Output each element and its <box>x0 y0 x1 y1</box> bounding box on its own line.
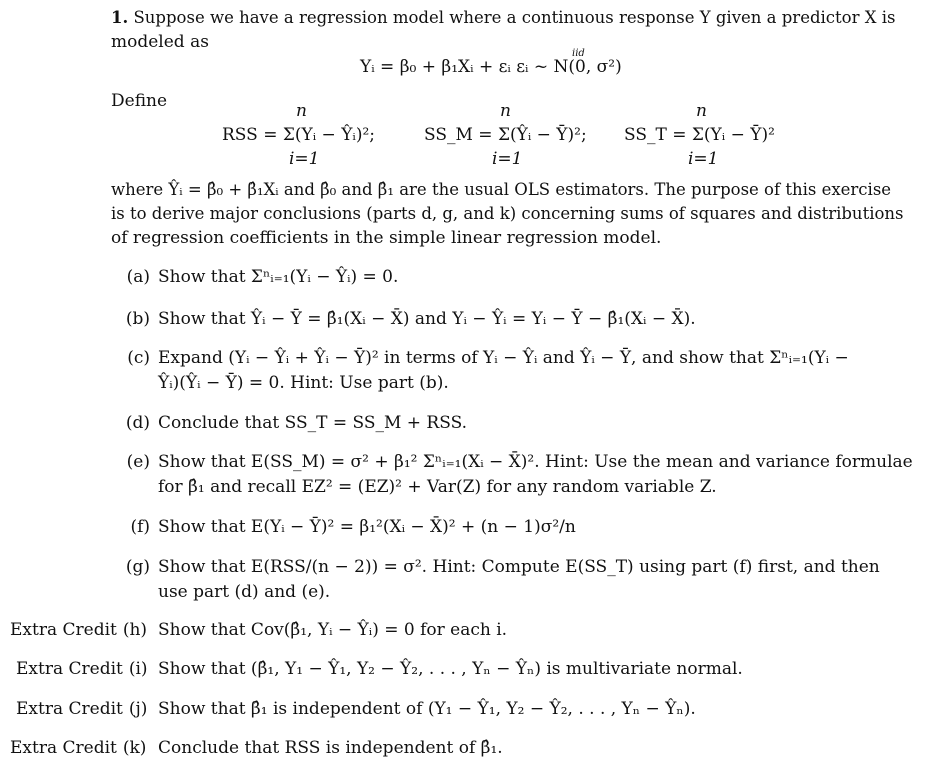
extra-credit-label: (k) <box>122 738 147 758</box>
define-label: Define <box>111 91 168 111</box>
extra-credit-text: Show that β̂₁ is independent of (Y₁ − Ŷ₁, Y₂ − Ŷ₂, . . . , Yₙ − Ŷₙ). <box>158 699 696 719</box>
problem-intro-line-1 <box>111 7 895 29</box>
extra-credit-label: (h) <box>122 620 148 640</box>
part-text: Show that E(SS_M) = σ² + β₁² Σⁿᵢ₌₁(Xᵢ − X̄)². Hint: Use the mean and variance formulae <box>158 452 913 472</box>
part-label: (c) <box>127 348 150 368</box>
ssm-definition-text: SS_M = Σ(Ŷᵢ − Ȳ)²; <box>424 125 587 145</box>
extra-credit-label: (j) <box>128 699 148 719</box>
extra-credit-text: Show that Cov(β̂₁, Yᵢ − Ŷᵢ) = 0 for each i. <box>158 620 508 640</box>
part-text: Show that E(RSS/(n − 2)) = σ². Hint: Compute E(SS_T) using part (f) first, and then <box>158 557 880 577</box>
extra-credit-text: Conclude that RSS is independent of β̂₁. <box>158 738 503 758</box>
sum-upper-3: n <box>696 101 707 121</box>
where-line-1: where Ŷᵢ = β̂₀ + β̂₁Xᵢ and β̂₀ and β̂₁ are the usual OLS estimators. The purpose of this exercise <box>111 180 892 199</box>
part-text: Show that Σⁿᵢ₌₁(Yᵢ − Ŷᵢ) = 0. <box>158 267 399 287</box>
sum-lower-2: i=1 <box>492 149 523 169</box>
iid-label: iid <box>572 48 585 59</box>
part-label: (d) <box>125 413 150 433</box>
extra-credit-word: Extra Credit <box>10 620 117 640</box>
model-equation <box>360 48 622 78</box>
extra-credit-word: Extra Credit <box>16 699 123 719</box>
extra-credit-prefix <box>10 619 147 641</box>
sum-lower-1: i=1 <box>289 149 320 169</box>
part-label: (f) <box>130 517 150 537</box>
part-label: (e) <box>126 452 150 472</box>
intro-text-2: modeled as <box>111 32 209 52</box>
part-text: Conclude that SS_T = SS_M + RSS. <box>158 413 468 433</box>
part-text: use part (d) and (e). <box>158 582 331 602</box>
sum-lower-3: i=1 <box>688 149 719 169</box>
extra-credit-word: Extra Credit <box>16 659 123 679</box>
sum-upper-1: n <box>296 101 307 121</box>
sum-upper-2: n <box>500 101 511 121</box>
part-label: (g) <box>125 557 150 577</box>
sst-definition-text: SS_T = Σ(Yᵢ − Ȳ)² <box>624 125 775 145</box>
extra-credit-label: (i) <box>128 659 148 679</box>
rss-definition <box>222 124 375 146</box>
extra-credit-text: Show that (β̂₁, Y₁ − Ŷ₁, Y₂ − Ŷ₂, . . . , Yₙ − Ŷₙ) is multivariate normal. <box>158 659 743 679</box>
extra-credit-prefix <box>16 658 148 680</box>
sst-definition <box>624 124 775 146</box>
ssm-definition <box>424 124 587 146</box>
part-text: Ŷᵢ)(Ŷᵢ − Ȳ) = 0. Hint: Use part (b). <box>158 373 449 393</box>
where-line-2: is to derive major conclusions (parts d, g, and k) concerning sums of squares and distributions <box>111 204 904 223</box>
extra-credit-prefix <box>16 698 147 720</box>
model-equation-text: Yᵢ = β₀ + β₁Xᵢ + εᵢ εᵢ ~ N(0, σ²) <box>360 57 622 77</box>
part-text: for β̂₁ and recall EZ² = (EZ)² + Var(Z) for any random variable Z. <box>158 477 717 497</box>
part-text: Show that Ŷᵢ − Ȳ = β̂₁(Xᵢ − X̄) and Yᵢ − Ŷᵢ = Yᵢ − Ȳ − β̂₁(Xᵢ − X̄). <box>158 309 696 329</box>
part-text: Expand (Yᵢ − Ŷᵢ + Ŷᵢ − Ȳ)² in terms of Yᵢ − Ŷᵢ and Ŷᵢ − Ȳ, and show that Σⁿᵢ₌₁(Yᵢ − <box>158 348 849 368</box>
part-text: Show that E(Yᵢ − Ȳ)² = β₁²(Xᵢ − X̄)² + (n − 1)σ²/n <box>158 517 576 537</box>
problem-number: 1. <box>111 8 129 27</box>
rss-definition-text: RSS = Σ(Yᵢ − Ŷᵢ)²; <box>222 125 376 145</box>
extra-credit-word: Extra Credit <box>10 738 117 758</box>
intro-text-1: Suppose we have a regression model where a continuous response Y given a predictor X is <box>133 8 896 27</box>
extra-credit-prefix <box>10 737 146 759</box>
where-line-3: of regression coefficients in the simple linear regression model. <box>111 228 662 248</box>
part-label: (b) <box>125 309 150 329</box>
part-label: (a) <box>126 267 150 287</box>
